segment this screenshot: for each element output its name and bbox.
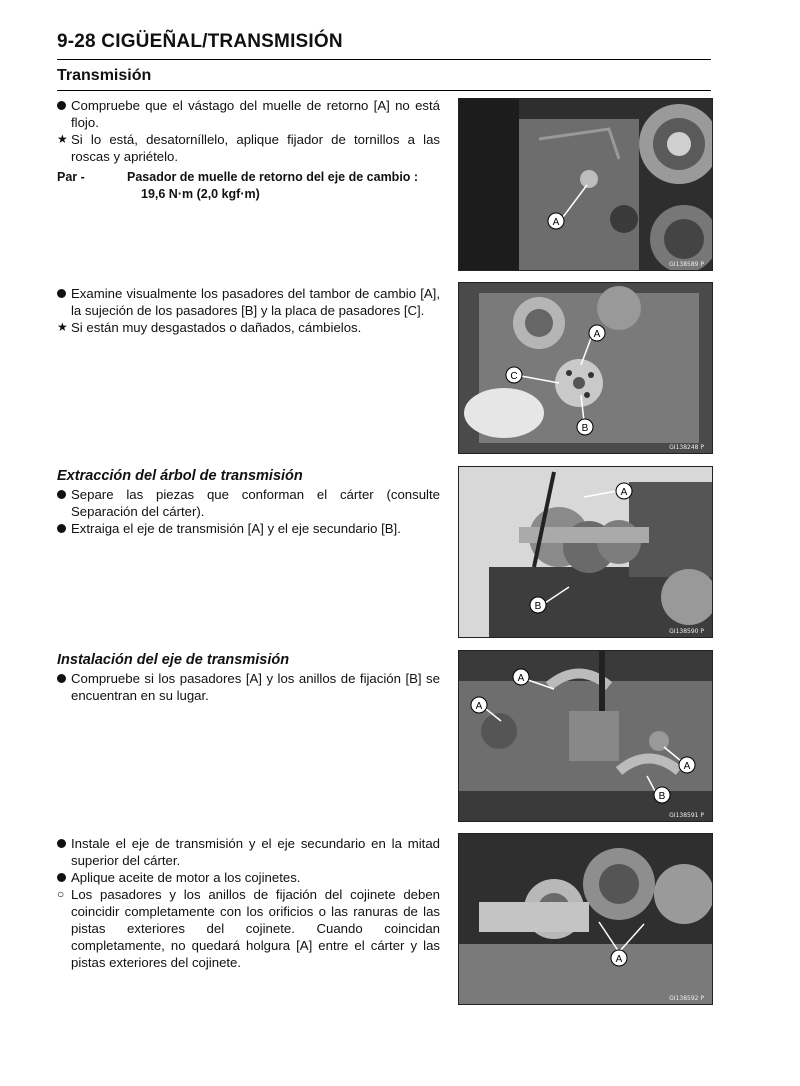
subsection-heading: Extracción del árbol de transmisión	[57, 468, 303, 484]
callout-label: C	[510, 371, 518, 382]
photo-code: GI138248 P	[669, 444, 704, 451]
item-text: Si están muy desgastados o dañados, cámbielos.	[71, 320, 362, 335]
torque-spec	[57, 169, 440, 203]
bullet-item	[57, 285, 440, 319]
circle-icon: ○	[57, 887, 65, 901]
photo-dowel-pins-rings	[458, 650, 713, 822]
photo-transmission-removal	[458, 466, 713, 638]
engine-photo-illustration	[459, 834, 712, 1004]
text-block-return-spring	[57, 97, 440, 203]
bullet-item	[57, 520, 440, 537]
callout-label: A	[593, 329, 601, 340]
bullet-icon	[57, 869, 69, 887]
bullet-item	[57, 670, 440, 704]
text-block-removal	[57, 467, 440, 537]
bullet-item	[57, 835, 440, 869]
bullet-icon	[57, 835, 69, 853]
text-block-installation	[57, 651, 440, 704]
title-rule	[57, 59, 711, 60]
page-title: 9-28 CIGÜEÑAL/TRANSMISIÓN	[57, 31, 343, 52]
photo-shift-drum-pins	[458, 282, 713, 454]
callout-label: A	[620, 487, 628, 498]
callout-label: A	[683, 761, 691, 772]
item-text: Extraiga el eje de transmisión [A] y el eje secundario [B].	[71, 521, 401, 536]
item-text: Instale el eje de transmisión y el eje secundario en la mitad superior del cárter.	[71, 836, 440, 868]
callout-label: B	[658, 791, 666, 802]
engine-photo-illustration	[459, 467, 712, 637]
bullet-item	[57, 97, 440, 131]
bullet-item	[57, 869, 440, 886]
star-icon: ★	[57, 320, 68, 334]
photo-code: GI138591 P	[669, 812, 704, 819]
item-text: Aplique aceite de motor a los cojinetes.	[71, 870, 301, 885]
photo-return-spring-pin	[458, 98, 713, 271]
star-item	[57, 319, 440, 336]
item-text: Compruebe si los pasadores [A] y los anillos de fijación [B] se encuentran en su lugar.	[71, 671, 440, 703]
section-title: Transmisión	[57, 67, 152, 84]
star-icon: ★	[57, 132, 68, 146]
section-rule	[57, 90, 711, 91]
torque-label: Par -	[57, 170, 85, 184]
bullet-icon	[57, 285, 69, 303]
photo-code: GI138590 P	[669, 628, 704, 635]
engine-photo-illustration	[459, 651, 712, 821]
torque-description: Pasador de muelle de retorno del eje de cambio :	[127, 170, 419, 184]
callout-label: B	[534, 601, 542, 612]
item-text: Separe las piezas que conforman el cárter (consulte Separación del cárter).	[71, 487, 440, 519]
callout-label: A	[475, 701, 483, 712]
bullet-item	[57, 486, 440, 520]
callout-label: A	[517, 673, 525, 684]
torque-value: 19,6 N·m (2,0 kgf·m)	[141, 187, 260, 201]
bullet-icon	[57, 97, 69, 115]
note-item	[57, 886, 440, 971]
item-text: Si lo está, desatorníllelo, aplique fijador de tornillos a las roscas y apriételo.	[71, 132, 440, 164]
item-text: Compruebe que el vástago del muelle de retorno [A] no está flojo.	[71, 98, 440, 130]
photo-code: GI138592 P	[669, 995, 704, 1002]
callout-label: A	[615, 954, 623, 965]
subsection-heading: Instalación del eje de transmisión	[57, 652, 290, 668]
photo-code: GI138589 P	[669, 261, 704, 268]
page-header	[57, 30, 711, 91]
engine-photo-illustration	[459, 99, 712, 270]
bullet-icon	[57, 670, 69, 688]
bullet-icon	[57, 486, 69, 504]
star-item	[57, 131, 440, 165]
item-text: Los pasadores y los anillos de fijación del cojinete deben coincidir completamente con los orificios o las ranuras de las pistas exteriores del cojinete. Cuando coincidan completamente, no quedará holgura [A] entre el cárter y las pistas exteriores del cojinete.	[71, 887, 440, 970]
callout-label: B	[581, 423, 589, 434]
item-text: Examine visualmente los pasadores del tambor de cambio [A], la sujeción de los pasadores [B] y la placa de pasadores [C].	[71, 286, 440, 318]
callout-label: A	[552, 217, 560, 228]
photo-bearing-clearance	[458, 833, 713, 1005]
bullet-icon	[57, 520, 69, 538]
text-block-shift-drum-pins	[57, 285, 440, 336]
text-block-install-shafts	[57, 835, 440, 971]
engine-photo-illustration	[459, 283, 712, 453]
